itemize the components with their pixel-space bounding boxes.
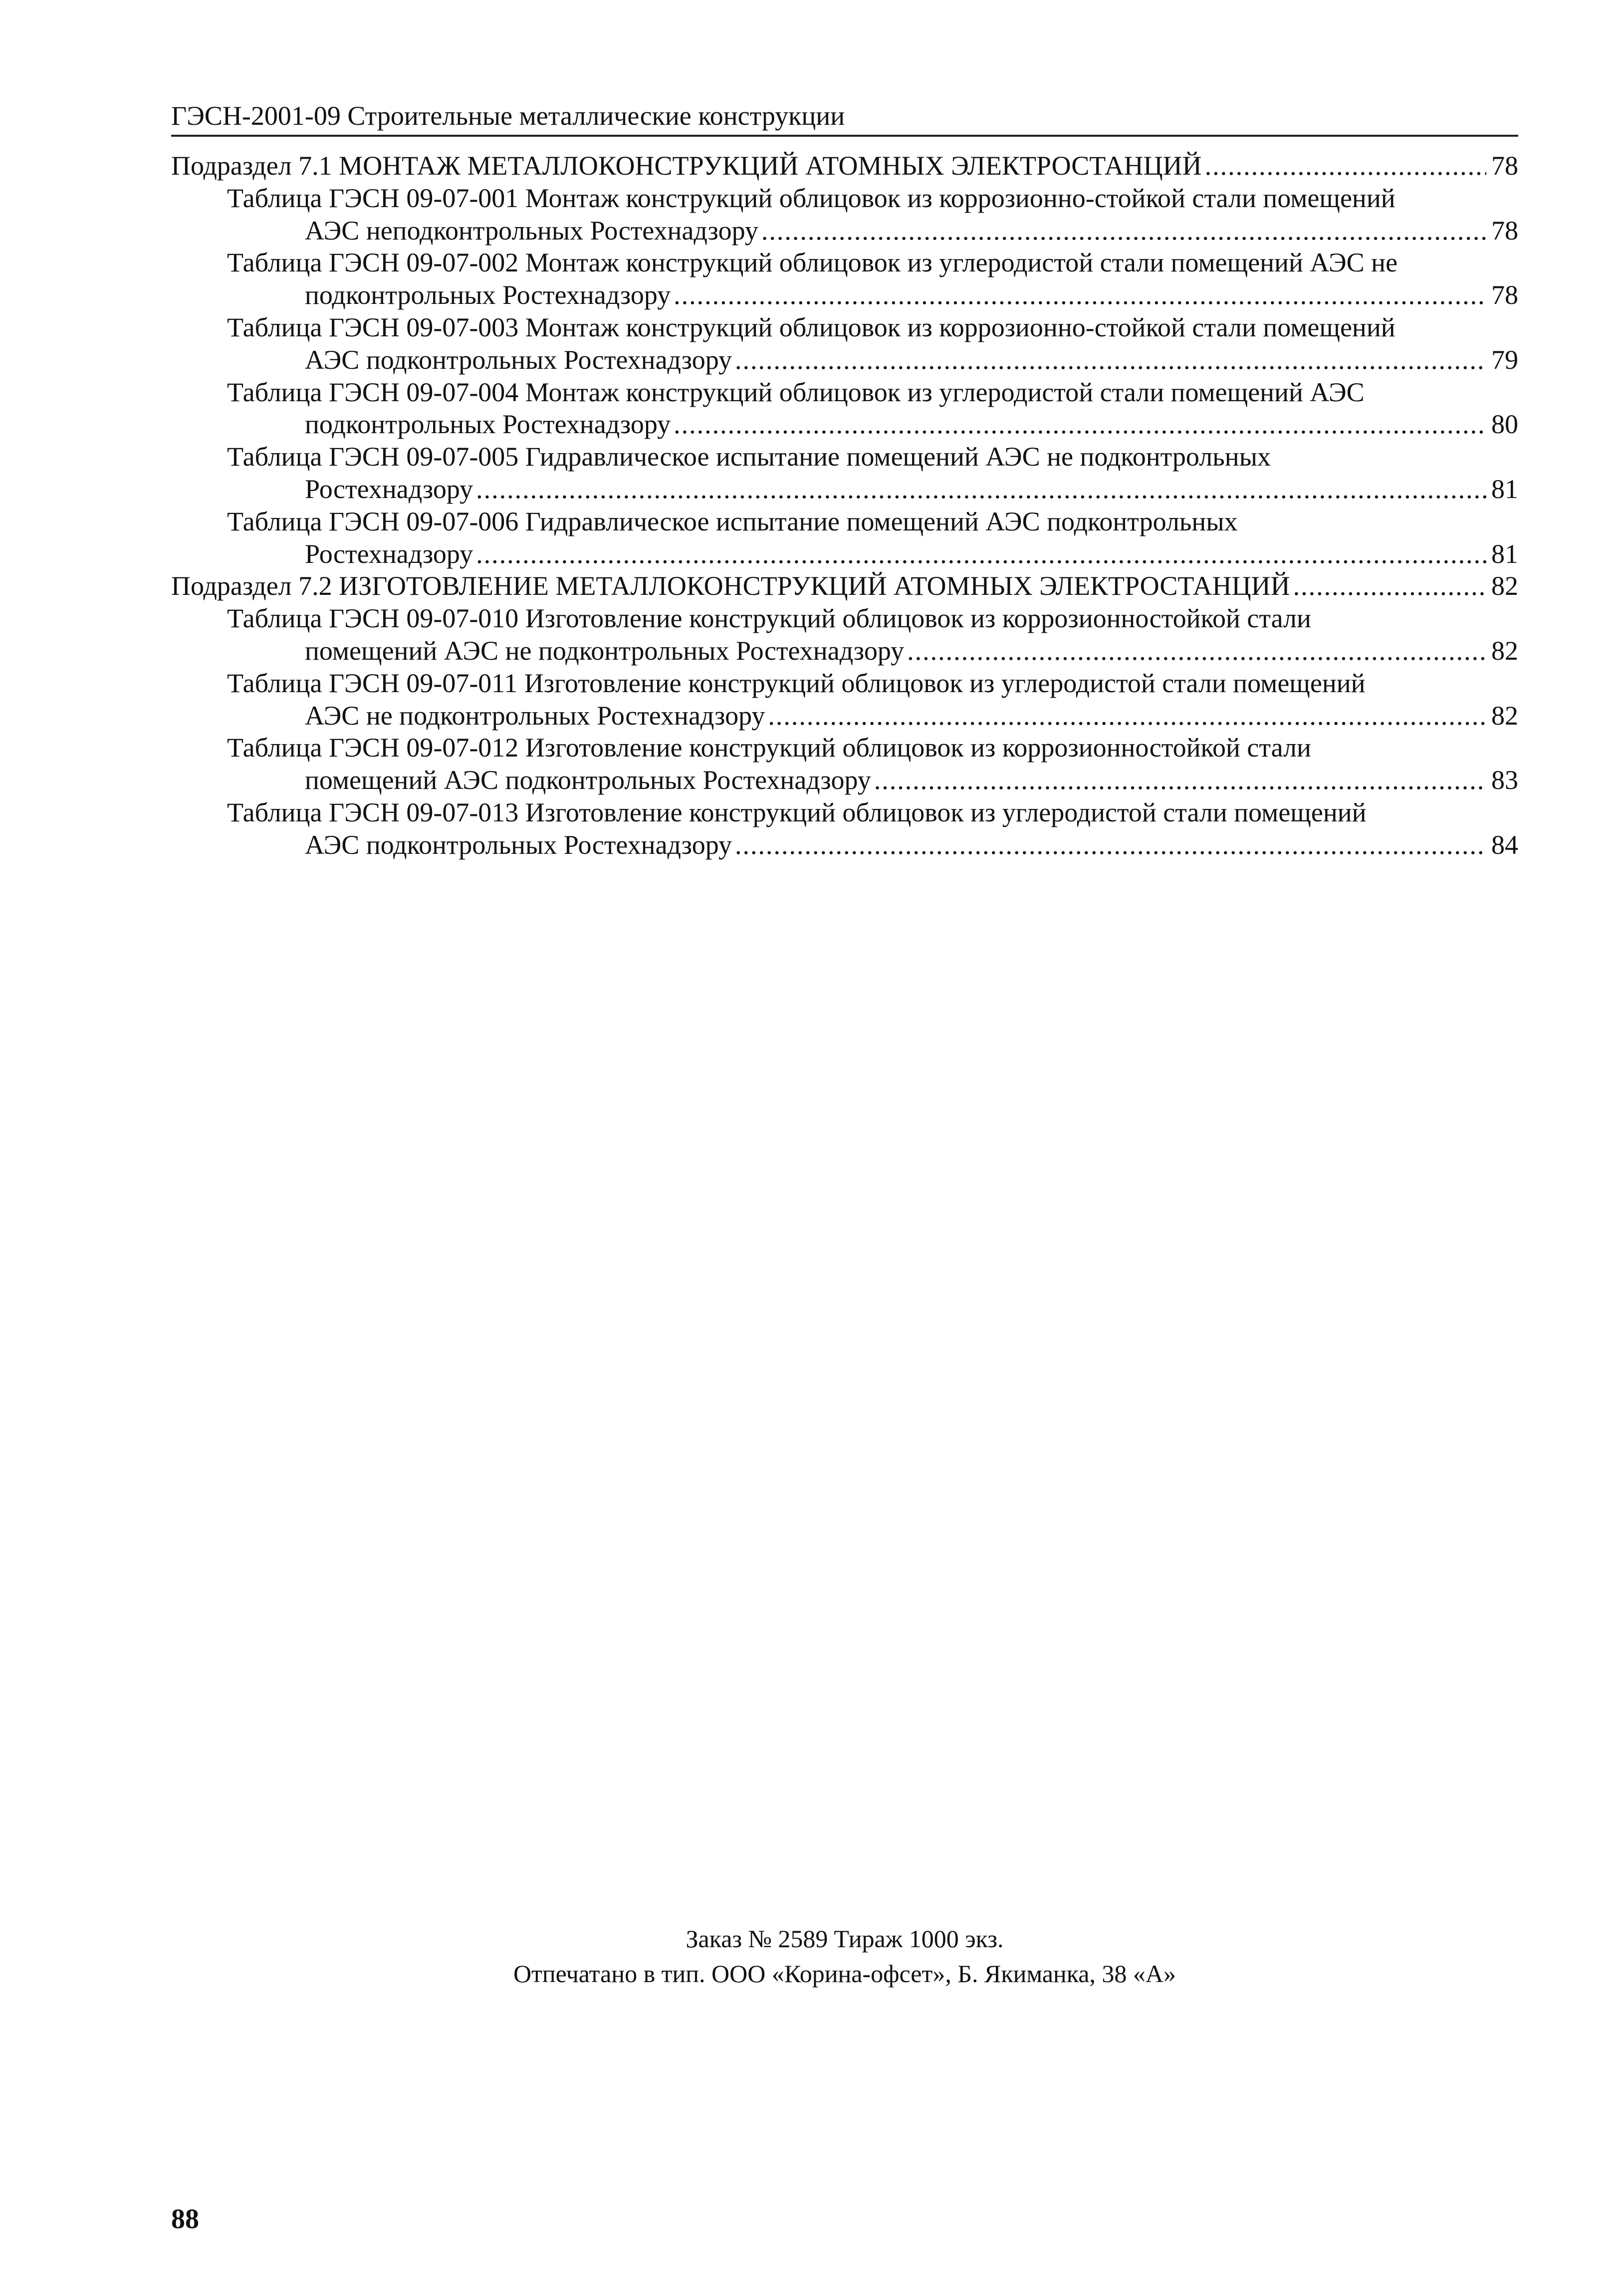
toc-line: [171, 829, 1518, 861]
table-of-contents: [171, 150, 1518, 861]
toc-page-number: 79: [1491, 344, 1518, 375]
header-title: ГЭСН-2001-09 Строительные металлические конструкции: [171, 101, 845, 131]
toc-line: [171, 700, 1518, 732]
toc-line: Таблица ГЭСН 09-07-006 Гидравлическое испытание помещений АЭС подконтрольных: [227, 506, 1238, 536]
dot-leader: [1293, 570, 1486, 602]
toc-entry-text: Подраздел 7.2 ИЗГОТОВЛЕНИЕ МЕТАЛЛОКОНСТРУКЦИЙ АТОМНЫХ ЭЛЕКТРОСТАНЦИЙ: [171, 571, 1290, 601]
toc-line: Таблица ГЭСН 09-07-012 Изготовление конструкций облицовок из коррозионностойкой стали: [227, 733, 1311, 763]
dot-leader: [674, 279, 1486, 311]
toc-page-number: 78: [1491, 151, 1518, 181]
toc-line: [171, 279, 1518, 311]
toc-line: Таблица ГЭСН 09-07-010 Изготовление конструкций облицовок из коррозионностойкой стали: [227, 603, 1311, 634]
toc-line: [171, 215, 1518, 247]
toc-page-number: 82: [1491, 700, 1518, 731]
dot-leader: [907, 635, 1486, 667]
imprint-printer-line: [171, 1959, 1518, 1989]
toc-page-number: 83: [1491, 765, 1518, 795]
toc-table-entry[interactable]: [171, 247, 1518, 311]
dot-leader: [761, 215, 1486, 247]
toc-page-number: 78: [1491, 215, 1518, 246]
dot-leader: [1205, 150, 1486, 182]
toc-table-entry[interactable]: [171, 506, 1518, 570]
toc-line: Таблица ГЭСН 09-07-001 Монтаж конструкций облицовок из коррозионно-стойкой стали помещений: [227, 183, 1395, 213]
dot-leader: [674, 408, 1486, 441]
toc-line: [171, 150, 1518, 182]
toc-entry-text: АЭС подконтрольных Ростехнадзору: [305, 829, 732, 860]
toc-line: Таблица ГЭСН 09-07-011 Изготовление конструкций облицовок из углеродистой стали помещений: [227, 668, 1366, 698]
running-header: [171, 93, 1518, 137]
toc-entry-text: Ростехнадзору: [305, 538, 473, 569]
toc-line: Таблица ГЭСН 09-07-002 Монтаж конструкций облицовок из углеродистой стали помещений АЭС не: [227, 248, 1398, 278]
order-number: № 2589: [748, 1925, 828, 1953]
toc-entry-text: Подраздел 7.1 МОНТАЖ МЕТАЛЛОКОНСТРУКЦИЙ АТОМНЫХ ЭЛЕКТРОСТАНЦИЙ: [171, 151, 1202, 181]
toc-table-entry[interactable]: [171, 667, 1518, 732]
toc-line: [171, 764, 1518, 796]
toc-section-entry[interactable]: [171, 570, 1518, 602]
toc-line: [171, 344, 1518, 376]
toc-page-number: 84: [1491, 829, 1518, 860]
toc-section-entry[interactable]: [171, 150, 1518, 182]
toc-entry-text: АЭС не подконтрольных Ростехнадзору: [305, 700, 765, 731]
toc-page-number: 80: [1491, 409, 1518, 440]
dot-leader: [476, 473, 1486, 506]
toc-table-entry[interactable]: [171, 796, 1518, 861]
dot-leader: [768, 700, 1486, 732]
order-label: Заказ: [686, 1925, 742, 1953]
toc-table-entry[interactable]: [171, 182, 1518, 247]
toc-line: Таблица ГЭСН 09-07-004 Монтаж конструкций облицовок из углеродистой стали помещений АЭС: [227, 377, 1365, 407]
toc-page-number: 82: [1491, 635, 1518, 666]
toc-entry-text: подконтрольных Ростехнадзору: [305, 280, 671, 310]
toc-page-number: 81: [1491, 538, 1518, 569]
toc-entry-text: помещений АЭС не подконтрольных Ростехнадзору: [305, 635, 905, 666]
toc-entry-text: подконтрольных Ростехнадзору: [305, 409, 671, 440]
toc-entry-text: АЭС подконтрольных Ростехнадзору: [305, 344, 732, 375]
toc-line: [171, 408, 1518, 441]
toc-table-entry[interactable]: [171, 376, 1518, 441]
print-run: Тираж 1000 экз.: [834, 1925, 1004, 1953]
printer-info: Отпечатано в тип. ООО «Корина-офсет», Б. Якиманка, 38 «А»: [513, 1960, 1176, 1988]
dot-leader: [476, 538, 1486, 570]
toc-entry-text: АЭС неподконтрольных Ростехнадзору: [305, 215, 758, 246]
toc-entry-text: Ростехнадзору: [305, 474, 473, 504]
toc-entry-text: помещений АЭС подконтрольных Ростехнадзору: [305, 765, 871, 795]
toc-table-entry[interactable]: [171, 441, 1518, 506]
toc-page-number: 81: [1491, 474, 1518, 504]
toc-line: Таблица ГЭСН 09-07-005 Гидравлическое испытание помещений АЭС не подконтрольных: [227, 442, 1271, 472]
imprint-order-line: [171, 1924, 1518, 1954]
dot-leader: [874, 764, 1486, 796]
toc-table-entry[interactable]: [171, 732, 1518, 796]
toc-line: [171, 538, 1518, 570]
toc-table-entry[interactable]: [171, 311, 1518, 376]
page-number: 88: [171, 2204, 199, 2235]
toc-line: [171, 473, 1518, 506]
toc-page-number: 82: [1491, 571, 1518, 601]
toc-table-entry[interactable]: [171, 602, 1518, 667]
dot-leader: [735, 829, 1486, 861]
toc-line: Таблица ГЭСН 09-07-013 Изготовление конструкций облицовок из углеродистой стали помещений: [227, 797, 1367, 827]
toc-line: [171, 635, 1518, 667]
toc-line: [171, 570, 1518, 602]
toc-page-number: 78: [1491, 280, 1518, 310]
dot-leader: [735, 344, 1486, 376]
toc-line: Таблица ГЭСН 09-07-003 Монтаж конструкций облицовок из коррозионно-стойкой стали помещений: [227, 312, 1395, 342]
